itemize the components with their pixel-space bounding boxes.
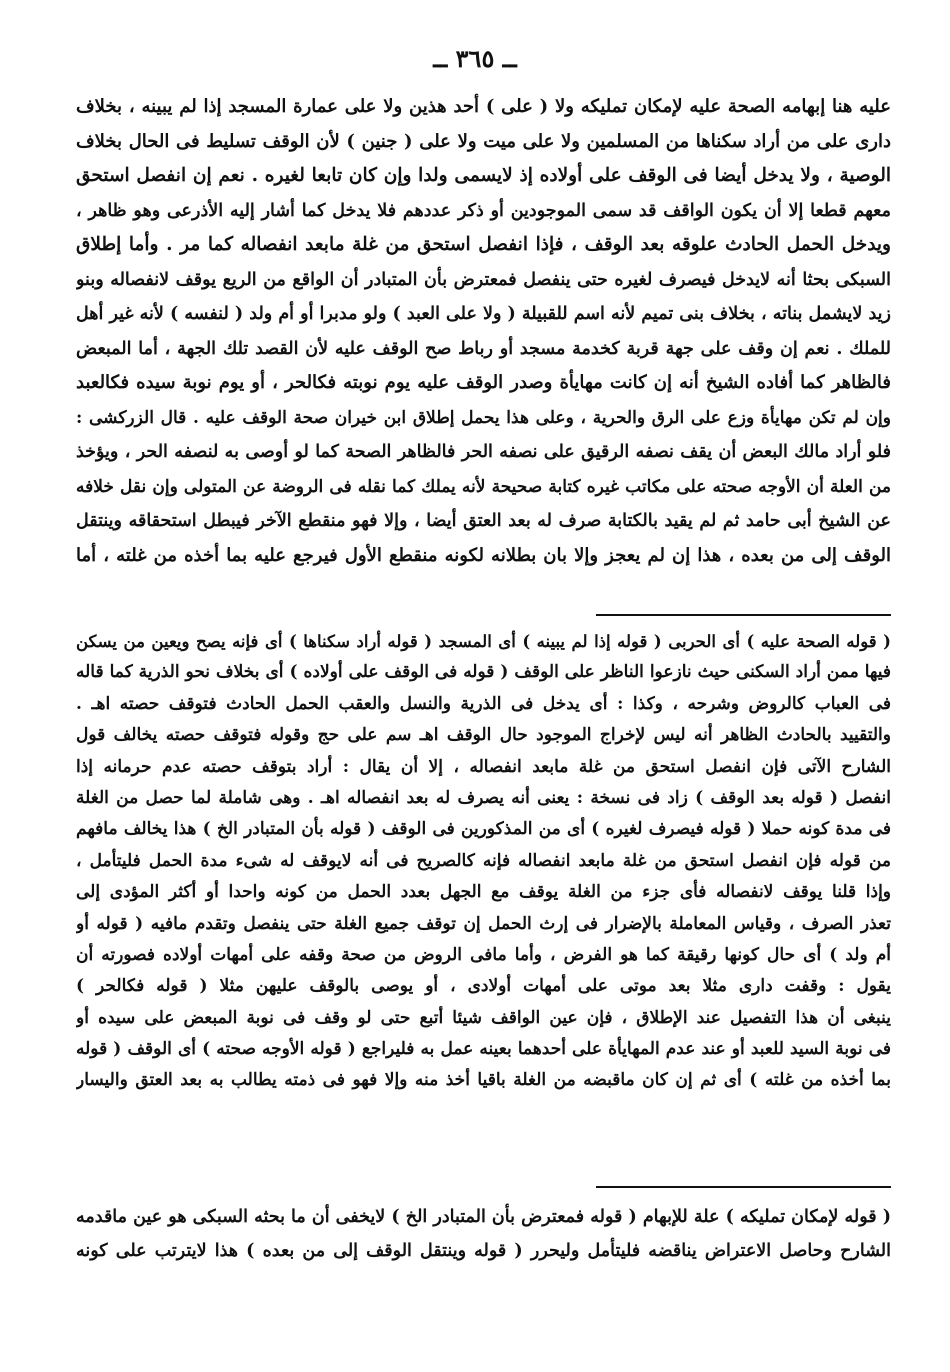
footnote-line: فيها ممن أراد السكنى حيث نازعوا الناظر على الوقف ( قوله فى الوقف على أولاده ) أى بخلاف نحو الذرية كما قاله xyxy=(76,662,891,683)
main-text-line: الوصية ، ولا يدخل أيضا فى الوقف على أولاده إذ لايسمى ولدا وإن كان تابعا لغيره . نعم إن انفصل استحق xyxy=(76,165,891,186)
footnote-line: ينبغى أن هذا التفصيل عند الإطلاق ، فإن عين الواقف شيئا أتبع حتى لو وقف فى نوبة المبعض على سيده أو xyxy=(76,1007,891,1028)
main-text-line: للملك . نعم إن وقف على جهة قربة كخدمة مسجد أو رباط صح الوقف عليه لأن القصد تلك الجهة ، أما المبعض xyxy=(76,338,891,359)
footnotes xyxy=(76,626,891,1097)
footnote-line: الشارح الآتى فإن انفصل استحق من غلة مابعد انفصاله ، إلا أن يقال : أراد بتوقف حصته عدم حرمانه إذا xyxy=(76,756,891,777)
main-text-line: معهم قطعا إلا أن يكون الواقف قد سمى الموجودين أو ذكر عددهم فلا يدخل كما أشار إليه الأذرعى وهو ظاهر ، xyxy=(76,200,891,221)
footnote-line: من قوله فإن انفصل استحق من غلة مابعد انفصاله فإنه كالصريح فى أنه لايوقف له شىء مدة الحمل فليتأمل ، xyxy=(76,850,891,871)
footnote-line: يقول : وقفت دارى مثلا بعد موتى على أمهات أولادى ، أو يوصى بالوقف عليهن مثلا ( قوله فكالحر ) xyxy=(76,976,891,997)
main-text-line: من العلة أن الأوجه صحته على مكاتب غيره كتابة صحيحة لأنه يملك كما نقله فى الروضة عن المتولى وإن نقل خلافه xyxy=(76,476,891,497)
footnote-line: انفصل ( قوله بعد الوقف ) زاد فى نسخة : يعنى أنه يصرف له بعد انفصاله اهـ . وهى شاملة لما حصل من الغلة xyxy=(76,787,891,808)
main-text-line: السبكى بحثا أنه لايدخل فيصرف لغيره حتى ينفصل فمعترض بأن المتبادر أن الواقع من الريع يوقف لانفصاله وبنو xyxy=(76,269,891,290)
footnote-line: ( قوله الصحة عليه ) أى الحربى ( قوله إذا لم يبينه ) أى المسجد ( قوله أراد سكناها ) أى فإنه يصح ويعين من يسكن xyxy=(76,632,891,651)
footnote-2-line: الشارح وحاصل الاعتراض يناقضه فليتأمل وليحرر ( قوله وينتقل الوقف إلى من بعده ) هذا لايترتب على كونه xyxy=(76,1241,891,1261)
footnote-line: وإذا قلنا يوقف لانفصاله فأى جزء من الغلة يوقف مع الجهل بعدد الحمل من كونه واحدا أو أكثر المؤدى إلى xyxy=(76,882,891,903)
main-text-line: دارى على من أراد سكناها من المسلمين ولا على ميت ولا على ( جنين ) لأن الوقف تسليط فى الحال بخلاف xyxy=(76,130,891,152)
main-text-line: زيد لايشمل بناته ، بخلاف بنى تميم لأنه اسم للقبيلة ( ولا على العبد ) ولو مدبرا أو أم ولد ( لنفسه ) لأنه غير أهل xyxy=(76,304,891,324)
footnote-line: أم ولد ) أى حال كونها رقيقة كما هو الفرض ، وأما مافى الروض من صحة وقفه على أمهات أولاده فصورته أن xyxy=(76,944,891,965)
main-text-line: فالظاهر كما أفاده الشيخ أنه إن كانت مهايأة وصدر الوقف عليه يوم نوبته فكالحر ، أو يوم نوبة سيده فكالعبد xyxy=(76,372,891,393)
main-text-line: عليه هنا إبهامه الصحة عليه لإمكان تمليكه ولا ( على ) أحد هذين ولا على عمارة المسجد إذا لم يبينه ، بخلاف xyxy=(76,96,891,117)
footnote-divider xyxy=(596,614,891,616)
main-text-line: ويدخل الحمل الحادث علوقه بعد الوقف ، فإذا انفصل استحق من غلة مابعد انفصاله كما مر . وأما إطلاق xyxy=(76,234,891,255)
footnote-line: فى نوبة السيد للعبد أو عند عدم المهايأة على أحدهما بعينه عمل به فليراجع ( قوله الأوجه صحته ) أى الوقف ( قوله xyxy=(76,1039,891,1060)
footnote-divider-2 xyxy=(596,1186,891,1188)
footnote-2-line: ( قوله لإمكان تمليكه ) علة للإبهام ( قوله فمعترض بأن المتبادر الخ ) لايخفى أن ما بحثه السبكى هو عين ماقدمه xyxy=(76,1207,891,1227)
footnote-line: فى العباب كالروض وشرحه ، وكذا : أى يدخل فى الذرية والنسل والعقب الحمل الحادث فتوقف حصته اهـ . xyxy=(76,693,891,714)
footnote-line: والتقييد بالحادث الظاهر أنه ليس لإخراج الموجود حال الوقف اهـ سم على حج وقوله فتوقف حصته يخالف قول xyxy=(76,725,891,746)
main-text-line: الوقف إلى من بعده ، هذا إن لم يعجز وإلا بان بطلانه لكونه منقطع الأول فيرجع عليه بما أخذه من غلته ، أما xyxy=(76,544,891,566)
footnotes-2 xyxy=(76,1200,891,1268)
main-text-line: فلو أراد مالك البعض أن يقف نصفه الرقيق على نصفه الحر فالظاهر الصحة كما لو أوصى به لنصفه الحر ، ويؤخذ xyxy=(76,442,891,462)
footnote-line: بما أخذه من غلته ) أى ثم إن كان ماقبضه من الغلة باقيا أخذ منه وإلا فهو فى ذمته يطالب به بعد العتق واليسار xyxy=(76,1070,891,1091)
main-text xyxy=(76,90,891,573)
main-text-line: عن الشيخ أبى حامد ثم لم يقيد بالكتابة صرف له بعد العتق أيضا ، وإلا فهو منقطع الآخر فيبطل استحقاقه وينتقل xyxy=(76,511,891,531)
footnote-line: تعذر الصرف ، وقياس المعاملة بالإضرار فى إرث الحمل إن توقف جميع الغلة حتى ينفصل وتقدم مافيه ( قوله أو xyxy=(76,913,891,934)
page-number: ــ ٣٦٥ ــ xyxy=(433,44,517,73)
main-text-line: وإن لم تكن مهايأة وزع على الرق والحرية ، وعلى هذا يحمل إطلاق ابن خيران صحة الوقف عليه . قال الزركشى : xyxy=(76,407,891,428)
footnote-line: فى مدة كونه حملا ( قوله فيصرف لغيره ) أى من المذكورين فى الوقف ( قوله بأن المتبادر الخ ) هذا يخالف مافهم xyxy=(76,819,891,840)
